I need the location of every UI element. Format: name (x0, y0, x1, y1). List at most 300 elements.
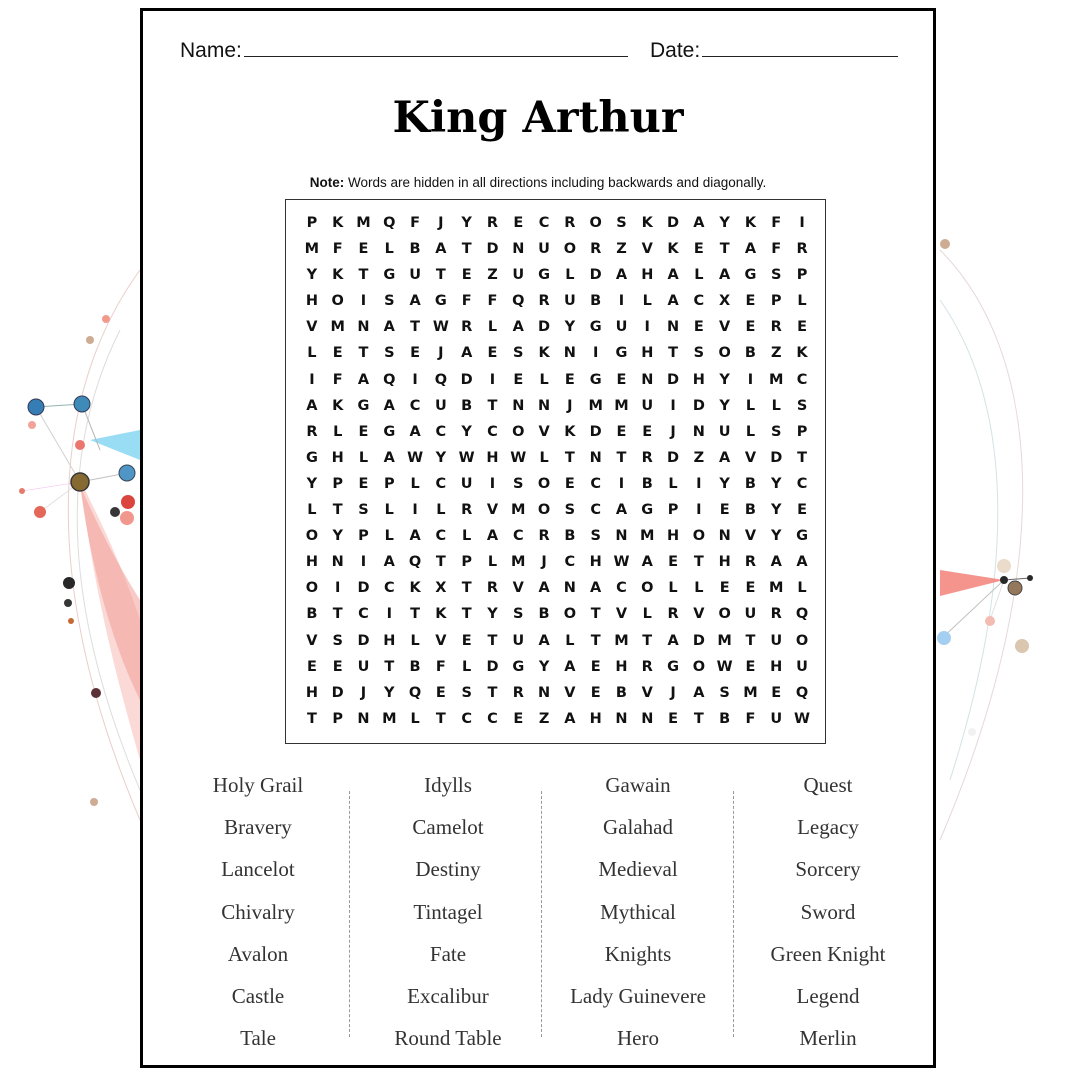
grid-letter[interactable]: E (590, 684, 601, 701)
grid-letter[interactable]: U (615, 319, 628, 336)
grid-letter[interactable]: Q (512, 293, 525, 310)
grid-letter[interactable]: M (717, 632, 732, 649)
grid-letter[interactable]: V (641, 241, 653, 258)
grid-letter[interactable]: R (744, 554, 757, 571)
grid-letter[interactable]: R (538, 528, 550, 545)
grid-letter[interactable]: V (435, 632, 447, 649)
grid-letter[interactable]: L (565, 267, 575, 284)
grid-letter[interactable]: M (304, 241, 320, 258)
grid-letter[interactable]: K (332, 215, 344, 231)
grid-letter[interactable]: C (512, 528, 524, 545)
grid-letter[interactable]: J (567, 397, 573, 414)
grid-letter[interactable]: A (667, 632, 679, 649)
grid-letter[interactable]: S (719, 684, 730, 701)
grid-letter[interactable]: T (332, 606, 343, 623)
grid-letter[interactable]: Y (332, 528, 343, 545)
grid-letter[interactable]: R (564, 215, 576, 231)
grid-letter[interactable]: K (564, 423, 576, 440)
grid-letter[interactable]: A (615, 502, 628, 519)
grid-letter[interactable]: C (590, 502, 601, 519)
grid-letter[interactable]: T (616, 449, 627, 466)
grid-letter[interactable]: Q (408, 684, 422, 701)
grid-letter[interactable]: A (667, 267, 679, 284)
grid-letter[interactable]: G (383, 267, 396, 284)
grid-letter[interactable]: L (668, 475, 678, 492)
grid-letter[interactable]: N (666, 319, 680, 336)
grid-letter[interactable]: S (616, 215, 627, 231)
grid-letter[interactable]: K (409, 580, 421, 597)
grid-letter[interactable]: R (486, 580, 499, 597)
grid-letter[interactable]: I (309, 371, 315, 388)
grid-letter[interactable]: M (614, 632, 629, 649)
grid-letter[interactable]: M (640, 528, 655, 545)
grid-letter[interactable]: Y (306, 267, 318, 284)
grid-letter[interactable]: D (538, 319, 551, 336)
grid-letter[interactable]: Y (719, 475, 730, 492)
grid-letter[interactable]: P (358, 528, 369, 545)
grid-letter[interactable]: I (489, 371, 496, 388)
grid-letter[interactable]: O (331, 293, 344, 310)
grid-letter[interactable]: Y (435, 449, 447, 466)
grid-letter[interactable]: H (305, 293, 318, 310)
grid-letter[interactable]: F (332, 371, 343, 388)
grid-letter[interactable]: Y (719, 371, 730, 388)
grid-letter[interactable]: S (564, 502, 576, 519)
grid-letter[interactable]: B (641, 475, 653, 492)
grid-letter[interactable]: G (357, 397, 370, 414)
grid-letter[interactable]: N (357, 319, 370, 336)
grid-letter[interactable]: L (436, 502, 446, 519)
grid-letter[interactable]: Y (564, 319, 576, 336)
grid-letter[interactable]: B (590, 293, 602, 310)
grid-letter[interactable]: L (410, 632, 420, 649)
grid-letter[interactable]: V (641, 684, 653, 701)
grid-letter[interactable]: V (693, 606, 705, 623)
grid-letter[interactable]: Y (306, 475, 318, 492)
grid-letter[interactable]: I (696, 475, 702, 492)
grid-letter[interactable]: E (461, 632, 472, 649)
grid-letter[interactable]: K (332, 397, 344, 414)
grid-letter[interactable]: U (409, 267, 421, 284)
grid-letter[interactable]: A (409, 293, 421, 310)
name-field[interactable] (180, 39, 628, 63)
grid-letter[interactable]: P (332, 710, 344, 727)
grid-letter[interactable]: M (769, 371, 784, 388)
grid-letter[interactable]: C (796, 371, 808, 388)
grid-letter[interactable]: R (461, 502, 473, 519)
grid-letter[interactable]: A (719, 449, 731, 466)
grid-letter[interactable]: A (383, 554, 395, 571)
grid-letter[interactable]: R (667, 606, 679, 623)
grid-letter[interactable]: S (796, 397, 808, 414)
grid-letter[interactable]: Y (719, 397, 730, 414)
grid-letter[interactable]: B (409, 241, 421, 258)
grid-letter[interactable]: V (744, 528, 757, 545)
grid-letter[interactable]: A (538, 580, 550, 597)
grid-letter[interactable]: T (590, 606, 601, 623)
grid-letter[interactable]: A (435, 241, 447, 258)
grid-letter[interactable]: R (486, 215, 499, 231)
grid-letter[interactable]: D (357, 580, 370, 597)
grid-letter[interactable]: A (357, 371, 370, 388)
grid-letter[interactable]: T (306, 710, 317, 727)
grid-letter[interactable]: T (461, 606, 472, 623)
grid-letter[interactable]: H (331, 449, 344, 466)
grid-letter[interactable]: F (487, 293, 498, 310)
grid-letter[interactable]: V (512, 580, 524, 597)
grid-letter[interactable]: H (666, 528, 680, 545)
grid-letter[interactable]: J (360, 684, 367, 701)
grid-letter[interactable]: L (410, 710, 420, 727)
grid-letter[interactable]: S (513, 345, 524, 362)
grid-letter[interactable]: U (744, 606, 757, 623)
grid-letter[interactable]: T (410, 606, 421, 623)
grid-letter[interactable]: E (771, 684, 782, 701)
grid-letter[interactable]: E (745, 580, 756, 597)
grid-letter[interactable]: M (614, 397, 629, 414)
grid-letter[interactable]: L (642, 606, 652, 623)
grid-letter[interactable]: W (794, 710, 811, 727)
grid-letter[interactable]: E (616, 423, 627, 440)
grid-letter[interactable]: Z (538, 710, 550, 727)
grid-letter[interactable]: D (667, 215, 680, 231)
grid-letter[interactable]: R (641, 658, 653, 675)
grid-letter[interactable]: S (358, 502, 369, 519)
grid-letter[interactable]: P (383, 475, 395, 492)
grid-letter[interactable]: E (745, 319, 756, 336)
grid-letter[interactable]: U (460, 475, 473, 492)
grid-letter[interactable]: I (489, 475, 496, 492)
grid-letter[interactable]: H (615, 658, 628, 675)
grid-letter[interactable]: F (435, 658, 446, 675)
grid-letter[interactable]: T (332, 502, 343, 519)
grid-letter[interactable]: Z (487, 267, 498, 284)
grid-letter[interactable]: V (306, 319, 318, 336)
grid-letter[interactable]: T (590, 632, 601, 649)
grid-letter[interactable]: B (306, 606, 318, 623)
grid-letter[interactable]: H (589, 710, 602, 727)
grid-letter[interactable]: H (486, 449, 499, 466)
grid-letter[interactable]: I (360, 293, 367, 310)
grid-letter[interactable]: L (307, 502, 317, 519)
grid-letter[interactable]: N (718, 528, 731, 545)
grid-letter[interactable]: G (383, 423, 396, 440)
grid-letter[interactable]: L (745, 423, 756, 440)
grid-letter[interactable]: D (460, 371, 473, 388)
grid-letter[interactable]: E (564, 371, 575, 388)
grid-letter[interactable]: L (668, 580, 678, 597)
grid-letter[interactable]: E (797, 502, 807, 519)
grid-letter[interactable]: L (539, 449, 549, 466)
grid-letter[interactable]: U (512, 632, 525, 649)
grid-letter[interactable]: I (412, 371, 418, 388)
grid-letter[interactable]: U (357, 658, 370, 675)
grid-letter[interactable]: H (383, 632, 396, 649)
grid-letter[interactable]: B (744, 475, 756, 492)
grid-letter[interactable]: Y (384, 684, 395, 701)
grid-letter[interactable]: E (564, 475, 575, 492)
grid-letter[interactable]: N (692, 423, 705, 440)
grid-letter[interactable]: K (332, 267, 344, 284)
grid-letter[interactable]: O (305, 580, 319, 597)
grid-letter[interactable]: W (510, 449, 527, 466)
grid-letter[interactable]: U (796, 658, 808, 675)
grid-letter[interactable]: U (718, 423, 731, 440)
grid-letter[interactable]: D (692, 632, 705, 649)
grid-letter[interactable]: E (693, 319, 704, 336)
grid-letter[interactable]: O (305, 528, 319, 545)
grid-letter[interactable]: A (486, 528, 499, 545)
grid-letter[interactable]: E (513, 371, 524, 388)
grid-letter[interactable]: F (771, 215, 782, 231)
grid-letter[interactable]: R (538, 293, 550, 310)
grid-letter[interactable]: L (307, 345, 317, 362)
grid-letter[interactable]: M (588, 397, 603, 414)
grid-letter[interactable]: L (384, 502, 394, 519)
grid-letter[interactable]: H (589, 554, 602, 571)
grid-letter[interactable]: T (693, 710, 704, 727)
grid-letter[interactable]: V (538, 423, 550, 440)
grid-letter[interactable]: Z (616, 241, 627, 258)
grid-letter[interactable]: L (797, 293, 807, 310)
grid-letter[interactable]: F (461, 293, 472, 310)
grid-letter[interactable]: L (487, 319, 498, 336)
grid-letter[interactable]: G (641, 502, 654, 519)
grid-letter[interactable]: Q (434, 371, 448, 388)
grid-letter[interactable]: N (331, 554, 344, 571)
grid-letter[interactable]: A (719, 267, 731, 284)
grid-letter[interactable]: O (795, 632, 809, 649)
grid-letter[interactable]: B (719, 710, 731, 727)
grid-letter[interactable]: E (332, 345, 343, 362)
grid-letter[interactable]: A (796, 554, 808, 571)
grid-letter[interactable]: H (692, 371, 705, 388)
grid-letter[interactable]: A (693, 684, 705, 701)
grid-letter[interactable]: M (511, 502, 526, 519)
grid-letter[interactable]: F (332, 241, 343, 258)
grid-letter[interactable]: A (409, 528, 421, 545)
grid-letter[interactable]: C (409, 397, 421, 414)
grid-letter[interactable]: H (718, 554, 731, 571)
grid-letter[interactable]: E (513, 710, 524, 727)
grid-letter[interactable]: A (641, 554, 653, 571)
grid-letter[interactable]: W (432, 319, 449, 336)
grid-letter[interactable]: B (538, 606, 550, 623)
grid-letter[interactable]: O (589, 215, 602, 231)
grid-letter[interactable]: O (537, 502, 551, 519)
grid-letter[interactable]: A (693, 215, 705, 231)
grid-letter[interactable]: E (461, 267, 472, 284)
grid-letter[interactable]: N (563, 345, 576, 362)
grid-letter[interactable]: N (563, 580, 576, 597)
grid-letter[interactable]: N (512, 241, 525, 258)
grid-letter[interactable]: I (412, 502, 418, 519)
grid-letter[interactable]: M (382, 710, 397, 727)
grid-letter[interactable]: E (719, 580, 730, 597)
grid-letter[interactable]: U (512, 267, 525, 284)
grid-letter[interactable]: K (641, 215, 653, 231)
grid-letter[interactable]: L (694, 580, 704, 597)
grid-letter[interactable]: L (462, 528, 472, 545)
grid-letter[interactable]: I (334, 580, 341, 597)
grid-letter[interactable]: Y (461, 215, 472, 231)
grid-letter[interactable]: E (358, 475, 369, 492)
grid-letter[interactable]: V (615, 606, 628, 623)
grid-letter[interactable]: K (538, 345, 550, 362)
grid-letter[interactable]: L (358, 449, 369, 466)
grid-letter[interactable]: G (589, 319, 602, 336)
grid-letter[interactable]: D (770, 449, 783, 466)
grid-letter[interactable]: C (358, 606, 369, 623)
grid-letter[interactable]: F (771, 241, 782, 258)
grid-letter[interactable]: C (590, 475, 601, 492)
grid-letter[interactable]: T (435, 710, 446, 727)
grid-letter[interactable]: U (538, 241, 550, 258)
grid-letter[interactable]: P (770, 293, 782, 310)
grid-letter[interactable]: S (513, 606, 524, 623)
grid-letter[interactable]: A (383, 449, 395, 466)
grid-letter[interactable]: P (306, 215, 318, 231)
grid-letter[interactable]: G (796, 528, 808, 545)
grid-letter[interactable]: N (538, 397, 551, 414)
grid-letter[interactable]: O (718, 345, 731, 362)
grid-letter[interactable]: L (745, 397, 756, 414)
grid-letter[interactable]: A (409, 423, 421, 440)
date-field[interactable] (650, 39, 898, 63)
grid-letter[interactable]: I (670, 397, 676, 414)
grid-letter[interactable]: C (487, 423, 498, 440)
grid-letter[interactable]: C (538, 215, 550, 231)
grid-letter[interactable]: L (797, 580, 807, 597)
grid-letter[interactable]: U (770, 710, 783, 727)
grid-letter[interactable]: B (744, 345, 756, 362)
grid-letter[interactable]: E (358, 241, 369, 258)
grid-letter[interactable]: V (744, 449, 757, 466)
grid-letter[interactable]: T (745, 632, 756, 649)
grid-letter[interactable]: S (513, 475, 524, 492)
grid-letter[interactable]: L (694, 267, 704, 284)
grid-letter[interactable]: I (747, 371, 754, 388)
grid-letter[interactable]: E (668, 554, 678, 571)
grid-letter[interactable]: R (770, 606, 782, 623)
grid-letter[interactable]: D (589, 423, 602, 440)
grid-letter[interactable]: O (563, 606, 577, 623)
grid-letter[interactable]: E (306, 658, 317, 675)
grid-letter[interactable]: P (796, 267, 808, 284)
grid-letter[interactable]: B (461, 397, 473, 414)
grid-letter[interactable]: K (667, 241, 679, 258)
grid-letter[interactable]: I (618, 293, 625, 310)
grid-letter[interactable]: Z (693, 449, 705, 466)
grid-letter[interactable]: D (331, 684, 344, 701)
grid-letter[interactable]: K (796, 345, 808, 362)
grid-letter[interactable]: O (537, 475, 551, 492)
grid-letter[interactable]: I (592, 345, 599, 362)
grid-letter[interactable]: E (435, 684, 446, 701)
grid-letter[interactable]: T (668, 345, 678, 362)
grid-letter[interactable]: N (357, 710, 370, 727)
grid-letter[interactable]: L (565, 632, 575, 649)
grid-letter[interactable]: A (744, 241, 757, 258)
grid-letter[interactable]: L (333, 423, 343, 440)
grid-letter[interactable]: U (563, 293, 576, 310)
grid-letter[interactable]: X (435, 580, 447, 597)
grid-letter[interactable]: L (410, 475, 420, 492)
grid-letter[interactable]: R (512, 684, 524, 701)
grid-letter[interactable]: S (384, 345, 395, 362)
grid-letter[interactable]: J (670, 423, 676, 440)
grid-letter[interactable]: I (386, 606, 392, 623)
grid-letter[interactable]: D (357, 632, 370, 649)
grid-letter[interactable]: Q (383, 371, 396, 388)
grid-letter[interactable]: N (641, 710, 654, 727)
grid-letter[interactable]: T (358, 267, 369, 284)
grid-letter[interactable]: A (564, 658, 576, 675)
grid-letter[interactable]: T (797, 449, 807, 466)
grid-letter[interactable]: N (538, 684, 551, 701)
grid-letter[interactable]: M (511, 554, 526, 571)
grid-letter[interactable]: D (667, 371, 680, 388)
grid-letter[interactable]: R (796, 241, 808, 258)
grid-letter[interactable]: Q (383, 215, 396, 231)
grid-letter[interactable]: I (696, 502, 702, 519)
grid-letter[interactable]: C (487, 710, 498, 727)
grid-letter[interactable]: T (384, 658, 395, 675)
grid-letter[interactable]: A (564, 710, 576, 727)
grid-letter[interactable]: F (745, 710, 756, 727)
grid-letter[interactable]: A (667, 293, 679, 310)
grid-letter[interactable]: N (615, 710, 628, 727)
grid-letter[interactable]: E (358, 423, 369, 440)
grid-letter[interactable]: E (797, 319, 807, 336)
grid-letter[interactable]: Q (795, 684, 809, 701)
grid-letter[interactable]: E (668, 710, 678, 727)
grid-letter[interactable]: I (644, 319, 650, 336)
grid-letter[interactable]: D (692, 397, 705, 414)
grid-letter[interactable]: C (461, 710, 472, 727)
grid-letter[interactable]: C (435, 528, 447, 545)
grid-letter[interactable]: Y (770, 475, 782, 492)
grid-letter[interactable]: D (589, 267, 602, 284)
grid-letter[interactable]: S (332, 632, 343, 649)
grid-letter[interactable]: E (513, 215, 524, 231)
grid-letter[interactable]: W (613, 554, 630, 571)
grid-letter[interactable]: V (719, 319, 731, 336)
grid-letter[interactable]: A (590, 580, 602, 597)
grid-letter[interactable]: T (435, 267, 446, 284)
grid-letter[interactable]: V (486, 502, 499, 519)
grid-letter[interactable]: O (641, 580, 654, 597)
grid-letter[interactable]: L (462, 658, 472, 675)
grid-letter[interactable]: D (486, 241, 499, 258)
grid-letter[interactable]: U (770, 632, 783, 649)
grid-letter[interactable]: C (693, 293, 705, 310)
grid-letter[interactable]: C (435, 475, 447, 492)
grid-letter[interactable]: I (360, 554, 367, 571)
grid-letter[interactable]: M (356, 215, 371, 231)
grid-letter[interactable]: M (330, 319, 345, 336)
grid-letter[interactable]: G (512, 658, 525, 675)
grid-letter[interactable]: A (512, 319, 524, 336)
grid-letter[interactable]: O (512, 423, 525, 440)
grid-letter[interactable]: S (590, 528, 601, 545)
grid-letter[interactable]: E (642, 423, 653, 440)
grid-letter[interactable]: W (458, 449, 475, 466)
grid-letter[interactable]: W (716, 658, 733, 675)
grid-letter[interactable]: T (642, 632, 653, 649)
grid-letter[interactable]: C (616, 580, 627, 597)
grid-letter[interactable]: R (590, 241, 602, 258)
